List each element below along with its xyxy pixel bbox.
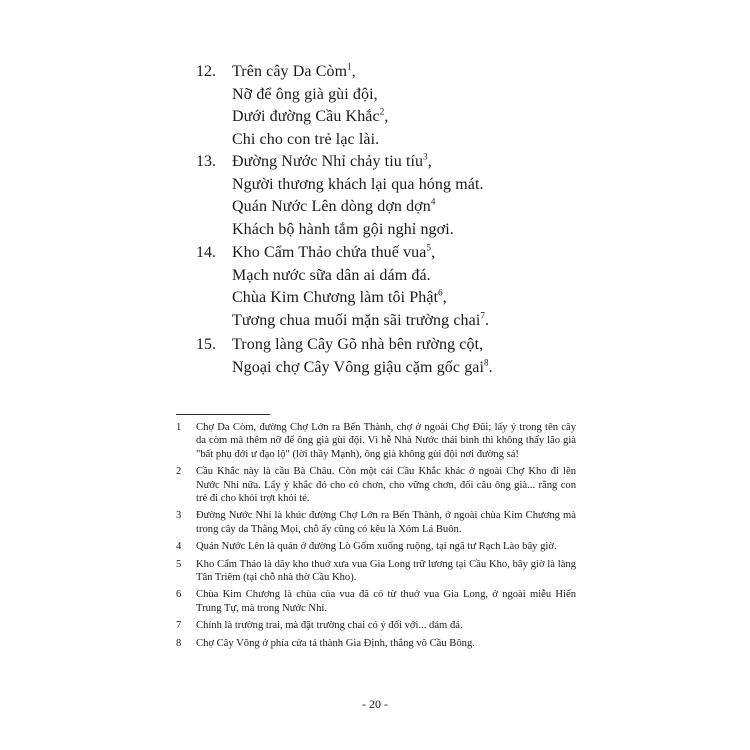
footnote-number: 3: [176, 510, 182, 522]
verse-line: Tương chua muối mặn sãi trường chai$^7$.: [232, 310, 490, 329]
footnote-number: 4: [176, 541, 182, 553]
verse-line: [232, 196, 484, 219]
stanza-number: 13.: [196, 153, 216, 170]
verse-text: Đường Nước Nhỉ chảy tiu tíu: [232, 153, 424, 170]
footnote: [176, 540, 576, 553]
footnote-marker: 2: [379, 106, 385, 117]
verse-line: [232, 334, 493, 357]
footnote-text: Cầu Khắc này là cầu Bà Châu. Còn một cái Cầu Khắc khác ở ngoài Chợ Kho đi lên Nước Nhỉ nữa. Lấy ý khắc đó cho có chơn, cho vững chơn, đối câu ông già... rằng con trẻ đi cho khỏi trợt khỏi té.: [196, 466, 576, 505]
page-number: - 20 -: [362, 697, 388, 711]
verse-line: Chùa Kim Chương làm tôi Phật$^6$,: [232, 287, 447, 306]
verse-text: Kho Cẩm Thảo chứa thuế vua: [232, 244, 427, 261]
footnote-text: Đường Nước Nhỉ là khúc đường Chợ Lớn ra Bến Thành, ở ngoài chùa Kim Chương mà trong cây da Thằng Mọi, chỗ ấy cũng có kêu là Xóm Lá Buôn.: [196, 510, 576, 535]
footnote-text: Chính là trường trai, mà đặt trường chai có ý đối với... dám đá.: [196, 620, 463, 632]
footnote-text: Chợ Cây Vông ở phía cửa tả thành Gia Định, thẳng vô Cầu Bông.: [196, 637, 475, 649]
verse-text: Dưới đường Cầu Khắc: [232, 108, 380, 125]
verse-line: [232, 129, 388, 152]
footnote-number: 1: [176, 422, 182, 433]
verse-line: [232, 84, 388, 107]
footnote-marker: 8: [484, 357, 489, 368]
verse-text: Trong làng Cây Gõ nhà bên rường cột,: [232, 336, 484, 353]
footnote: [176, 465, 576, 505]
verse-line: Trên cây Da Còm$^1$,: [232, 61, 356, 80]
footnote-text: Kho Cẩm Thảo là dãy kho thuở xưa vua Gia Long trữ lương tại Cầu Kho, bây giờ là làng Tân Triêm (tại chỗ nhà thờ Cầu Kho).: [196, 558, 576, 584]
verse-line: [232, 219, 484, 242]
footnote-marker: 1: [347, 61, 352, 72]
verse-line: Đường Nước Nhỉ chảy tiu tíu$^3$,: [232, 151, 432, 170]
footnote: [176, 637, 576, 650]
verse-text: Mạch nước sữa dân ai dám đá.: [232, 266, 431, 284]
footnote: [176, 558, 576, 585]
verse-line: Dưới đường Cầu Khắc$^2$,: [232, 106, 389, 125]
footnote-number: 7: [176, 620, 182, 632]
verse-line: Ngoại chợ Cây Vông giậu cặm gốc gai$^8$.: [232, 357, 493, 376]
footnote-marker: 6: [438, 287, 443, 298]
footnote-number: 6: [176, 589, 182, 601]
verse-text: Nỡ để ông già gùi đội,: [232, 85, 378, 103]
footnote: [176, 421, 576, 461]
footnote-number: 5: [176, 558, 182, 570]
footnote-marker: 7: [480, 310, 485, 321]
verse-text: Chùa Kim Chương làm tôi Phật: [232, 289, 439, 306]
footnote-text: Chùa Kim Chương là chùa của vua đã có từ thuở vua Gia Long, ở ngoài miễu Hiển Trung Tự, mà trong Nước Nhỉ.: [196, 589, 576, 614]
verse-line: [232, 265, 489, 288]
stanza-number: 12.: [196, 63, 216, 80]
footnote: [176, 619, 576, 632]
footnote-text: Chợ Da Còm, đường Chợ Lớn ra Bến Thành, chợ ở ngoài Chợ Đũi; lấy ý trong tên cây da còm mà thêm nỡ để ông già gùi đội. Vì hễ Nhà Nước thái bình thì không thấy lão già "bất phụ đới ư đạo lộ" (lời thầy Mạnh), ông già không gùi đội nơi đường sá!: [196, 422, 576, 460]
footnote: [176, 509, 576, 536]
verse-text: Quán Nước Lên dòng dợn dợn: [232, 198, 431, 215]
footnote-marker: 4: [430, 196, 436, 207]
verse-text: Ngoại chợ Cây Vông giậu cặm gốc gai: [232, 358, 485, 376]
footnote-marker: 3: [423, 151, 428, 162]
verse-text: Chi cho con trẻ lạc lài.: [232, 130, 380, 148]
stanza-number: 15.: [196, 336, 216, 353]
footnote-marker: 5: [426, 242, 432, 253]
footnote-number: 8: [176, 637, 182, 649]
footnote-text: Quán Nước Lên là quán ở đường Lò Gốm xuống ruộng, tại ngã tư Rạch Lào bây giờ.: [196, 541, 557, 553]
verse-line: [232, 174, 484, 197]
footnote-number: 2: [176, 466, 182, 478]
footnote: [176, 588, 576, 615]
stanza-number: 14.: [196, 244, 216, 261]
verse-text: Tương chua muối mặn sãi trường chai: [232, 311, 481, 329]
verse-text: Trên cây Da Còm: [232, 63, 348, 80]
verse-text: Khách bộ hành tắm gội nghỉ ngơi.: [232, 220, 454, 238]
verse-text: Người thương khách lại qua hóng mát.: [232, 175, 484, 193]
verse-line: Kho Cẩm Thảo chứa thuế vua$^5$,: [232, 242, 436, 261]
footnote-divider: [176, 414, 270, 415]
footnotes-section: [176, 421, 576, 654]
